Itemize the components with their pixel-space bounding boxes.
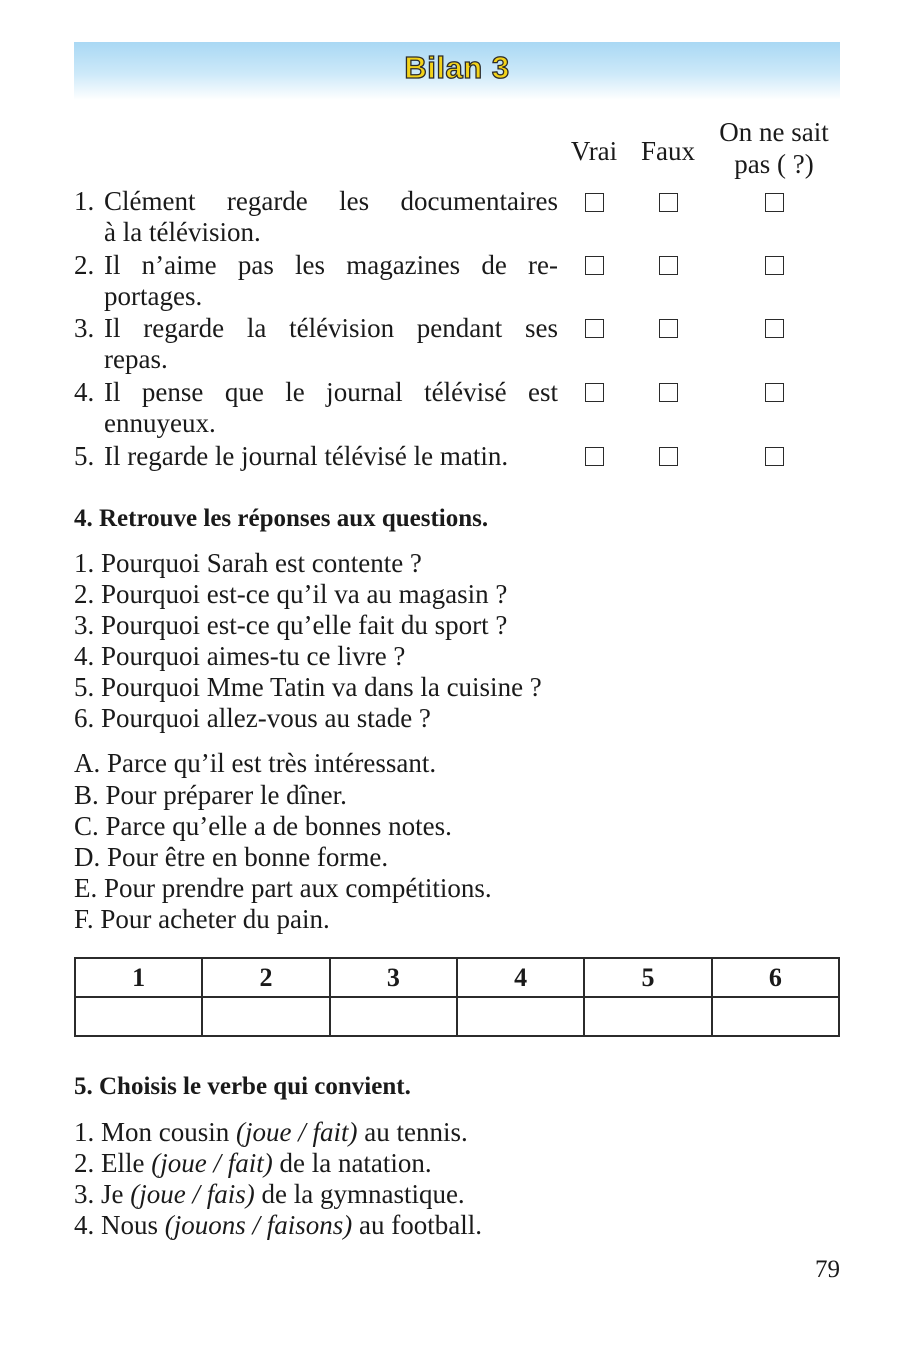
answer-table-input-row xyxy=(75,997,839,1036)
answer-cell-1[interactable] xyxy=(75,997,202,1036)
verb-choice: (joue / fais) xyxy=(130,1179,255,1209)
exercise-4-heading: 4. Retrouve les réponses aux questions. xyxy=(74,505,489,532)
statement-text: Il n’aime pas les magazines de re- xyxy=(104,250,558,280)
question-6: 6. Pourquoi allez-vous au stade ? xyxy=(74,703,431,733)
column-header-faux: Faux xyxy=(641,136,695,166)
column-header-unknown xyxy=(706,116,842,180)
verb-item-2 xyxy=(74,1148,432,1179)
verb-choice: (joue / fait) xyxy=(151,1148,273,1178)
checkbox-3-unknown[interactable] xyxy=(765,319,784,338)
checkbox-2-faux[interactable] xyxy=(659,256,678,275)
verb-choice: (joue / fait) xyxy=(236,1117,358,1147)
checkbox-4-unknown[interactable] xyxy=(765,383,784,402)
statement-text: Il regarde la télévision pendant ses xyxy=(104,313,558,343)
statement-text: Il pense que le journal télévisé est xyxy=(104,377,558,407)
table-header-cell: 3 xyxy=(330,958,457,997)
table-header-cell: 4 xyxy=(457,958,584,997)
answer-a: A. Parce qu’il est très intéressant. xyxy=(74,748,437,778)
checkbox-4-vrai[interactable] xyxy=(585,383,604,402)
answer-cell-3[interactable] xyxy=(330,997,457,1036)
verb-item-1 xyxy=(74,1117,468,1148)
answer-f: F. Pour acheter du pain. xyxy=(74,904,330,934)
table-header-cell: 5 xyxy=(584,958,711,997)
verb-item-prefix: 2. Elle xyxy=(74,1148,152,1178)
checkbox-3-faux[interactable] xyxy=(659,319,678,338)
checkbox-1-faux[interactable] xyxy=(659,193,678,212)
statement-number: 5. xyxy=(74,441,95,471)
question-3: 3. Pourquoi est-ce qu’elle fait du sport ? xyxy=(74,610,508,640)
question-5: 5. Pourquoi Mme Tatin va dans la cuisine ? xyxy=(74,672,542,702)
column-header-unknown-line1: On ne sait xyxy=(719,117,829,147)
statement-text-cont: portages. xyxy=(104,281,203,311)
statement-text: Clément regarde les documentaires xyxy=(104,186,558,216)
answer-cell-6[interactable] xyxy=(712,997,839,1036)
verb-item-suffix: de la gymnastique. xyxy=(254,1179,465,1209)
checkbox-5-unknown[interactable] xyxy=(765,447,784,466)
answer-cell-4[interactable] xyxy=(457,997,584,1036)
verb-item-suffix: de la natation. xyxy=(272,1148,432,1178)
statement-text-cont: repas. xyxy=(104,344,168,374)
statement-1 xyxy=(74,186,558,248)
checkbox-5-faux[interactable] xyxy=(659,447,678,466)
checkbox-3-vrai[interactable] xyxy=(585,319,604,338)
checkbox-2-vrai[interactable] xyxy=(585,256,604,275)
statement-number: 4. xyxy=(74,377,95,407)
verb-choice: (jouons / faisons) xyxy=(164,1210,353,1240)
verb-item-prefix: 1. Mon cousin xyxy=(74,1117,236,1147)
answer-cell-2[interactable] xyxy=(202,997,329,1036)
verb-item-prefix: 3. Je xyxy=(74,1179,131,1209)
answer-table-header-row xyxy=(75,958,839,997)
statement-text: Il regarde le journal télévisé le matin. xyxy=(104,441,509,471)
checkbox-1-unknown[interactable] xyxy=(765,193,784,212)
statement-2 xyxy=(74,250,558,312)
answer-e: E. Pour prendre part aux compétitions. xyxy=(74,873,492,903)
checkbox-2-unknown[interactable] xyxy=(765,256,784,275)
verb-item-4 xyxy=(74,1210,482,1241)
statement-text-cont: ennuyeux. xyxy=(104,408,216,438)
verb-item-suffix: au tennis. xyxy=(357,1117,468,1147)
table-header-cell: 2 xyxy=(202,958,329,997)
table-header-cell: 6 xyxy=(712,958,839,997)
statement-number: 3. xyxy=(74,313,95,343)
verb-item-prefix: 4. Nous xyxy=(74,1210,165,1240)
page-number: 79 xyxy=(815,1256,840,1283)
checkbox-5-vrai[interactable] xyxy=(585,447,604,466)
verb-item-suffix: au football. xyxy=(352,1210,482,1240)
statement-5 xyxy=(74,441,558,472)
verb-item-3 xyxy=(74,1179,465,1210)
statement-number: 1. xyxy=(74,186,95,216)
question-1: 1. Pourquoi Sarah est contente ? xyxy=(74,548,422,578)
statement-number: 2. xyxy=(74,250,95,280)
answer-cell-5[interactable] xyxy=(584,997,711,1036)
statement-4 xyxy=(74,377,558,439)
answer-b: B. Pour préparer le dîner. xyxy=(74,780,347,810)
statement-3 xyxy=(74,313,558,375)
checkbox-4-faux[interactable] xyxy=(659,383,678,402)
question-2: 2. Pourquoi est-ce qu’il va au magasin ? xyxy=(74,579,508,609)
checkbox-1-vrai[interactable] xyxy=(585,193,604,212)
title-banner xyxy=(74,42,840,100)
statement-text-cont: à la télévision. xyxy=(104,217,261,247)
answer-c: C. Parce qu’elle a de bonnes notes. xyxy=(74,811,452,841)
exercise-5-heading: 5. Choisis le verbe qui convient. xyxy=(74,1073,411,1100)
question-4: 4. Pourquoi aimes-tu ce livre ? xyxy=(74,641,406,671)
column-header-unknown-line2: pas ( ?) xyxy=(734,149,814,179)
page-title: Bilan 3 xyxy=(404,50,510,85)
table-header-cell: 1 xyxy=(75,958,202,997)
answer-d: D. Pour être en bonne forme. xyxy=(74,842,389,872)
answer-table xyxy=(74,957,840,1037)
column-header-vrai: Vrai xyxy=(570,136,618,166)
